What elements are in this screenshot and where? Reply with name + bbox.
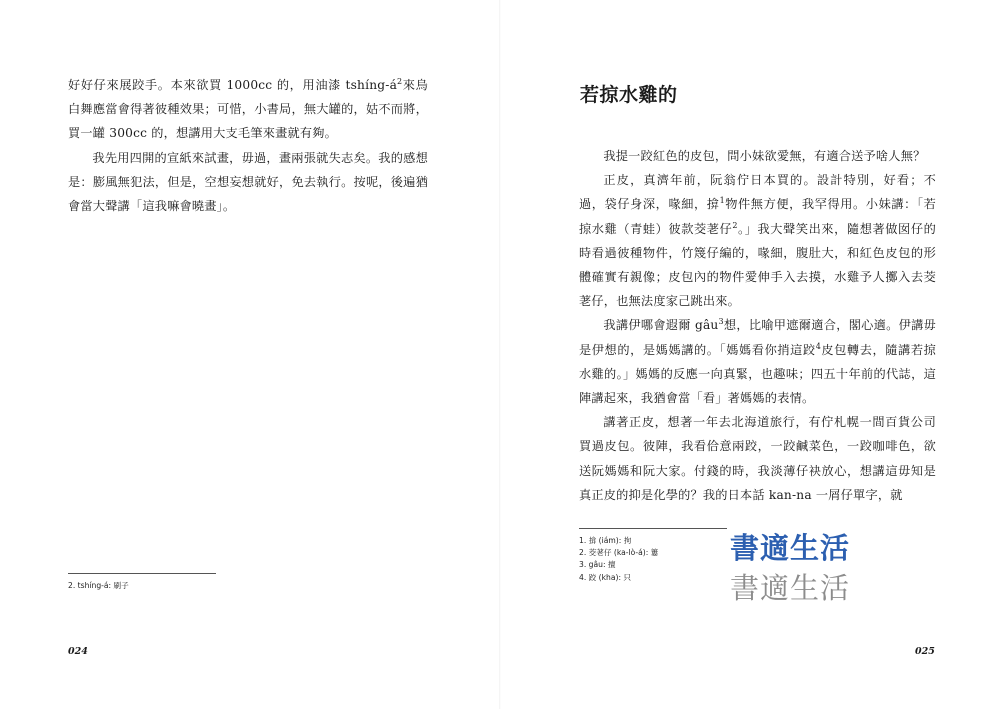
watermark-line: 書適生活	[730, 571, 851, 605]
page-number: 024	[68, 646, 88, 657]
paragraph: 我講伊哪會遐爾 gâu$^3$想，比喻甲遮爾適合，閣心適。伊講毋是伊想的，是媽媽講的。「媽媽看你捎這跤$^4$皮包轉去，隨講若掠水雞的。」媽媽的反應一向真緊，也趣味；四五十年前的代誌，這陣講起來，我猶會當「看」著媽媽的表情。	[579, 317, 936, 406]
paragraph: 正皮，真濟年前，阮翁佇日本買的。設計特別，好看；不過，袋仔身深，喙細，揜$^1$物件無方便，我罕得用。小妹講：「若掠水雞（青蛙）彼款茭荖仔$^2$。」我大聲笑出來，隨想著做囡仔的時看過彼種物件，竹篾仔編的，喙細，腹肚大，和紅色皮包的形體確實有親像；皮包內的物件愛伸手入去摸，水雞予人擲入去茭荖仔，也無法度家己跳出來。	[579, 173, 936, 309]
paragraph: 我提一跤紅色的皮包，問小妹欲愛無，有適合送予啥人無？	[603, 149, 926, 163]
footnote-list	[579, 535, 658, 584]
footnote-item: 2. 茭荖仔 (ka-lò-á): 簍	[579, 548, 659, 558]
watermark-line: 書適生活	[730, 531, 851, 565]
chapter-title: 若掠水雞的	[580, 84, 678, 106]
footnote-list	[68, 580, 129, 592]
paragraph: 好好仔來展跤手。本來欲買 1000cc 的，用油漆 tshíng-$á^2$來烏白舞應當會得著彼種效果；可惜，小書局，無大罐的，姑不而將，買一罐 300cc 的，想講用大支毛筆來畫就有夠。	[68, 76, 429, 141]
right-page	[500, 0, 1000, 709]
footnote-item: 3. gâu: 擅	[579, 560, 616, 570]
footnote-item: 2. tshíng-á: 刷子	[68, 581, 129, 590]
footnote-item: 4. 跤 (kha): 只	[579, 572, 632, 582]
page-number: 025	[915, 646, 935, 657]
footnote-item: 1. 揜 (iám): 拘	[579, 536, 632, 545]
left-body-text	[68, 73, 428, 218]
footnote-rule	[579, 528, 727, 529]
paragraph: 我先用四開的宣紙來試畫，毋過，畫兩張就失志矣。我的感想是：膨風無犯法，但是，空想妄想就好，免去執行。按呢，後遍猶會當大聲講「這我嘛會曉畫」。	[68, 150, 428, 214]
paragraph: 講著正皮，想著一年去北海道旅行，有佇札幌一間百貨公司買過皮包。彼陣，我看佮意兩跤，一跤鹹菜色，一跤咖啡色，欲送阮媽媽和阮大家。付錢的時，我淡薄仔袂放心，想講這毋知是真正皮的抑是化學的？我的日本話 kan-na 一屑仔單字，就	[579, 415, 936, 502]
right-body-text	[579, 144, 936, 507]
footnote-rule	[68, 573, 216, 574]
watermark-logo	[730, 528, 870, 608]
